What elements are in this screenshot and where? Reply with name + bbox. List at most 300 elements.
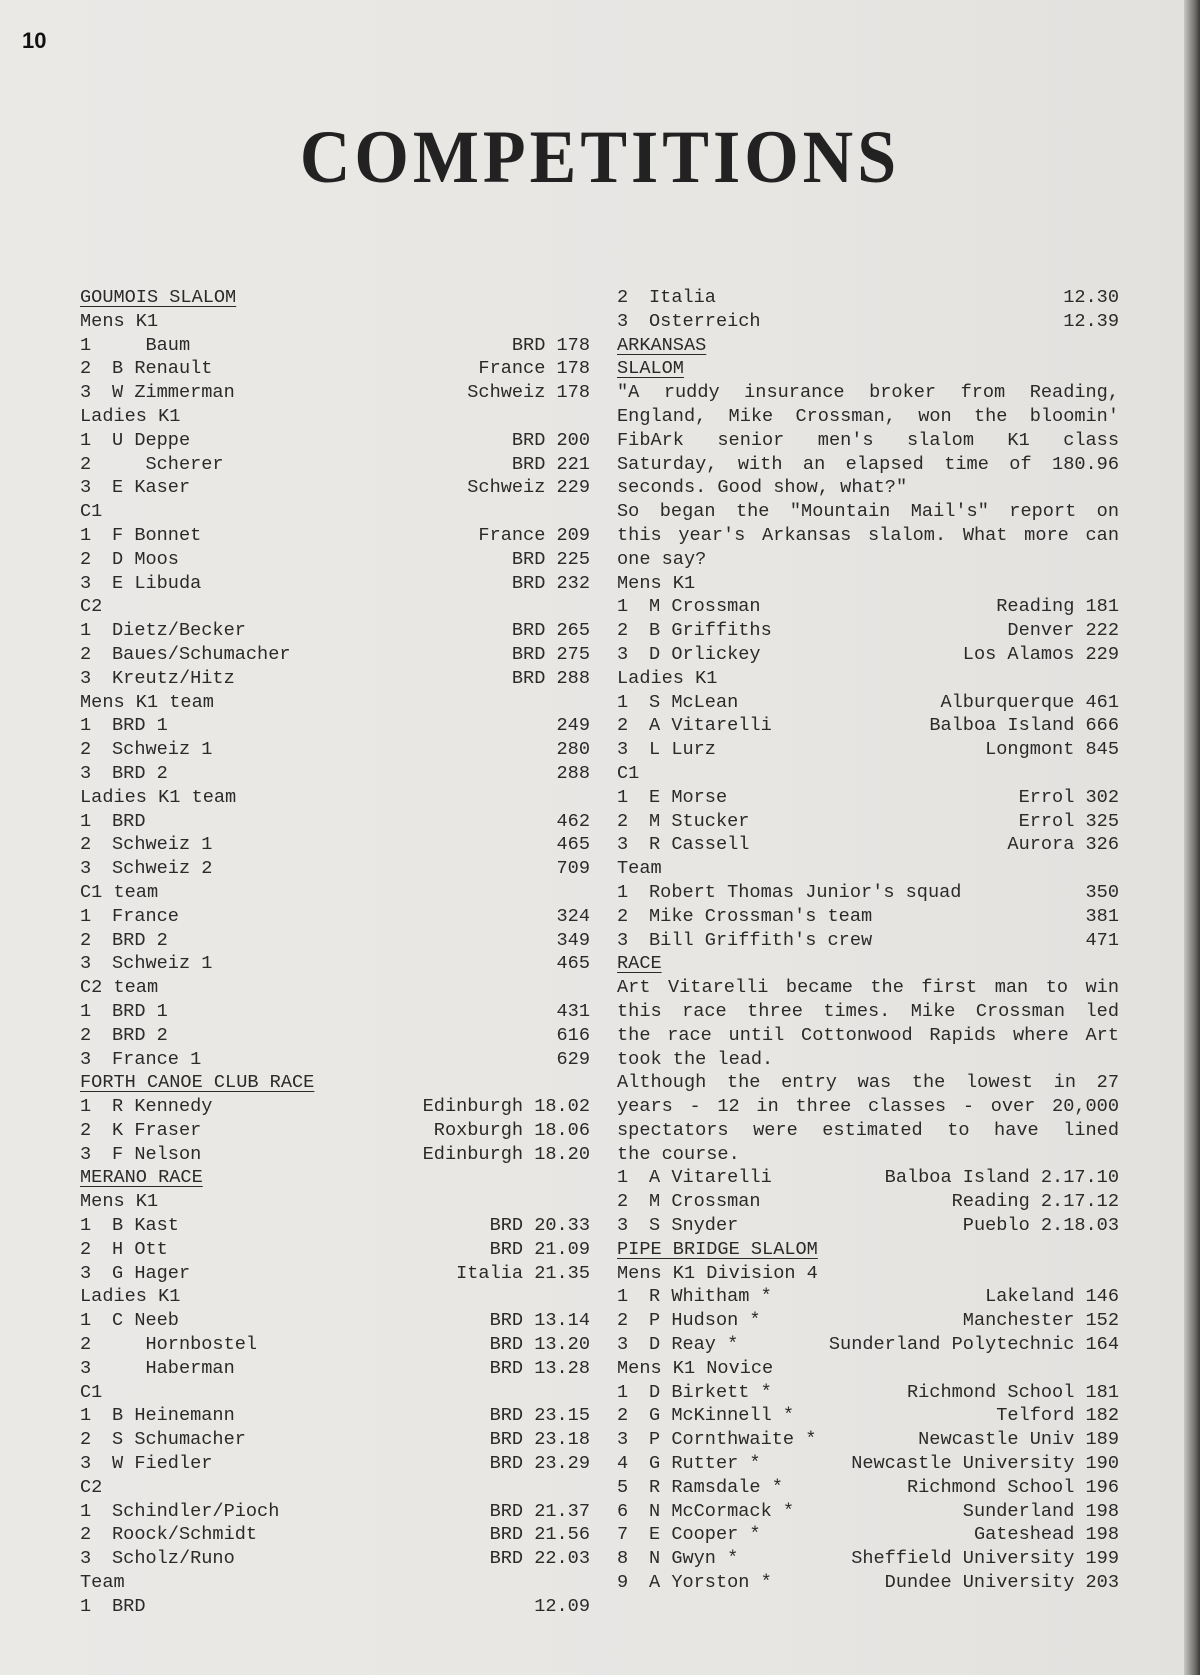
result-position: 2 bbox=[80, 1024, 92, 1046]
result-name: Schweiz 1 bbox=[112, 953, 213, 975]
result-value: Errol 302 bbox=[1018, 786, 1119, 808]
result-position: 2 bbox=[617, 1191, 629, 1213]
result-position: 2 bbox=[617, 1310, 629, 1332]
result-name: Baum bbox=[112, 334, 191, 356]
result-row bbox=[617, 1428, 1119, 1452]
result-value: 288 bbox=[556, 762, 590, 784]
result-row bbox=[617, 595, 1119, 619]
result-value: Sunderland Polytechnic 164 bbox=[828, 1334, 1119, 1356]
result-position: 3 bbox=[80, 1143, 92, 1165]
category-label: C2 bbox=[80, 596, 103, 618]
result-row bbox=[80, 1500, 590, 1524]
result-position: 2 bbox=[80, 739, 92, 761]
page-title: COMPETITIONS bbox=[299, 115, 901, 200]
result-position: 3 bbox=[617, 1334, 629, 1356]
result-value: Reading 2.17.12 bbox=[951, 1191, 1119, 1213]
result-position: 3 bbox=[617, 310, 629, 332]
result-position: 9 bbox=[617, 1572, 629, 1594]
result-row bbox=[80, 619, 590, 643]
result-name: R Whitham * bbox=[649, 1286, 772, 1308]
category-label: Mens K1 team bbox=[80, 691, 214, 713]
category-label: C1 team bbox=[80, 881, 159, 903]
result-row bbox=[80, 572, 590, 596]
paragraph-line: years - 12 in three classes - over 20,000 bbox=[617, 1096, 1119, 1118]
result-position: 3 bbox=[617, 1429, 629, 1451]
result-row bbox=[80, 905, 590, 929]
paragraph-line: seconds. Good show, what?" bbox=[617, 477, 908, 499]
result-position: 1 bbox=[80, 524, 92, 546]
result-row bbox=[617, 905, 1119, 929]
result-name: Schweiz 1 bbox=[112, 739, 213, 761]
result-row bbox=[80, 381, 590, 405]
result-name: Robert Thomas Junior's squad bbox=[649, 881, 962, 903]
result-name: B Renault bbox=[112, 358, 213, 380]
result-name: M Stucker bbox=[649, 810, 750, 832]
result-row bbox=[80, 738, 590, 762]
result-name: Osterreich bbox=[649, 310, 761, 332]
result-value: 12.30 bbox=[1063, 287, 1119, 308]
result-row bbox=[617, 1381, 1119, 1405]
result-row bbox=[80, 929, 590, 953]
result-row bbox=[80, 833, 590, 857]
result-value: Longmont 845 bbox=[985, 739, 1119, 761]
result-position: 1 bbox=[80, 1595, 92, 1617]
result-name: Schweiz 2 bbox=[112, 858, 213, 880]
result-row bbox=[80, 1143, 590, 1167]
section-heading: MERANO RACE bbox=[80, 1167, 203, 1189]
result-value: 616 bbox=[556, 1024, 590, 1046]
result-position: 1 bbox=[80, 715, 92, 737]
paragraph-line: So began the "Mountain Mail's" report on bbox=[617, 501, 1119, 523]
result-row bbox=[80, 1000, 590, 1024]
paragraph-line: one say? bbox=[617, 548, 707, 570]
result-position: 2 bbox=[80, 453, 92, 475]
result-name: M Crossman bbox=[649, 1191, 761, 1213]
result-row bbox=[617, 810, 1119, 834]
result-value: Dundee University 203 bbox=[884, 1572, 1119, 1594]
result-row bbox=[617, 929, 1119, 953]
result-row bbox=[80, 1357, 590, 1381]
result-name: Roock/Schmidt bbox=[112, 1524, 258, 1546]
result-name: Schindler/Pioch bbox=[112, 1500, 280, 1522]
result-value: Italia 21.35 bbox=[456, 1262, 590, 1284]
result-name: France 1 bbox=[112, 1048, 202, 1070]
paragraph-line: this race three times. Mike Crossman led bbox=[617, 1000, 1119, 1022]
result-position: 3 bbox=[80, 1357, 92, 1379]
result-name: Dietz/Becker bbox=[112, 620, 246, 642]
result-row bbox=[617, 1333, 1119, 1357]
category-label: Team bbox=[617, 858, 662, 880]
result-value: 12.09 bbox=[534, 1595, 590, 1617]
result-position: 4 bbox=[617, 1453, 629, 1475]
result-name: D Reay * bbox=[649, 1334, 739, 1356]
result-name: G Rutter * bbox=[649, 1453, 761, 1475]
result-value: 12.39 bbox=[1063, 310, 1119, 332]
result-row bbox=[80, 1048, 590, 1072]
result-position: 3 bbox=[617, 739, 629, 761]
paragraph bbox=[617, 1071, 1119, 1166]
section-heading: PIPE BRIDGE SLALOM bbox=[617, 1238, 818, 1260]
result-value: Schweiz 229 bbox=[467, 477, 590, 499]
result-value: BRD 265 bbox=[511, 620, 590, 642]
result-value: 280 bbox=[556, 739, 590, 761]
result-name: S Schumacher bbox=[112, 1429, 246, 1451]
result-value: BRD 232 bbox=[511, 572, 590, 594]
result-row bbox=[80, 453, 590, 477]
result-name: F Bonnet bbox=[112, 524, 202, 546]
result-name: B Griffiths bbox=[649, 620, 772, 642]
result-row bbox=[80, 810, 590, 834]
result-row bbox=[80, 357, 590, 381]
result-position: 3 bbox=[617, 643, 629, 665]
result-value: Telford 182 bbox=[996, 1405, 1119, 1427]
result-value: Edinburgh 18.20 bbox=[422, 1143, 590, 1165]
result-position: 1 bbox=[617, 1381, 629, 1403]
paragraph-line: England, Mike Crossman, won the bloomin' bbox=[617, 405, 1119, 427]
result-position: 3 bbox=[617, 1215, 629, 1237]
result-name: L Lurz bbox=[649, 739, 716, 761]
result-position: 3 bbox=[617, 929, 629, 951]
result-name: Bill Griffith's crew bbox=[649, 929, 873, 951]
result-position: 1 bbox=[617, 786, 629, 808]
result-value: 462 bbox=[556, 810, 590, 832]
result-position: 3 bbox=[80, 1048, 92, 1070]
result-position: 8 bbox=[617, 1548, 629, 1570]
result-position: 2 bbox=[617, 1405, 629, 1427]
result-name: C Neeb bbox=[112, 1310, 179, 1332]
result-position: 3 bbox=[80, 762, 92, 784]
result-value: Sheffield University 199 bbox=[851, 1548, 1119, 1570]
result-value: Manchester 152 bbox=[962, 1310, 1119, 1332]
result-row bbox=[617, 1214, 1119, 1238]
result-value: Sunderland 198 bbox=[962, 1500, 1119, 1522]
result-position: 2 bbox=[80, 929, 92, 951]
result-name: H Ott bbox=[112, 1238, 168, 1260]
result-value: BRD 13.20 bbox=[489, 1334, 590, 1356]
result-value: 465 bbox=[556, 953, 590, 975]
result-value: Reading 181 bbox=[996, 596, 1119, 618]
result-row bbox=[617, 738, 1119, 762]
paragraph-line: took the lead. bbox=[617, 1048, 774, 1070]
section-heading: SLALOM bbox=[617, 358, 684, 380]
result-row bbox=[617, 1547, 1119, 1571]
result-row bbox=[617, 1166, 1119, 1190]
result-value: 431 bbox=[556, 1000, 590, 1022]
result-row bbox=[617, 1190, 1119, 1214]
paragraph-line: spectators were estimated to have lined bbox=[617, 1119, 1119, 1141]
result-position: 3 bbox=[80, 1548, 92, 1570]
result-position: 2 bbox=[80, 643, 92, 665]
result-position: 2 bbox=[80, 358, 92, 380]
result-position: 1 bbox=[617, 1167, 629, 1189]
result-row bbox=[617, 1571, 1119, 1595]
result-value: Richmond School 196 bbox=[906, 1476, 1119, 1498]
result-row bbox=[617, 714, 1119, 738]
result-name: S McLean bbox=[649, 691, 739, 713]
result-name: BRD 2 bbox=[112, 762, 168, 784]
paragraph-line: "A ruddy insurance broker from Reading, bbox=[617, 382, 1119, 404]
result-row bbox=[80, 1024, 590, 1048]
result-name: Schweiz 1 bbox=[112, 834, 213, 856]
result-name: U Deppe bbox=[112, 429, 191, 451]
result-name: BRD 2 bbox=[112, 1024, 168, 1046]
result-row bbox=[80, 1428, 590, 1452]
result-value: Denver 222 bbox=[1007, 620, 1119, 642]
result-name: A Yorston * bbox=[649, 1572, 772, 1594]
result-row bbox=[80, 1214, 590, 1238]
result-position: 2 bbox=[80, 1238, 92, 1260]
result-name: R Kennedy bbox=[112, 1096, 213, 1118]
result-position: 1 bbox=[80, 1405, 92, 1427]
result-value: Richmond School 181 bbox=[906, 1381, 1119, 1403]
result-name: D Moos bbox=[112, 548, 179, 570]
result-value: BRD 20.33 bbox=[489, 1215, 590, 1237]
result-value: 471 bbox=[1085, 929, 1119, 951]
result-position: 1 bbox=[80, 429, 92, 451]
result-position: 2 bbox=[617, 810, 629, 832]
result-position: 1 bbox=[617, 1286, 629, 1308]
result-name: W Fiedler bbox=[112, 1453, 213, 1475]
result-name: G McKinnell * bbox=[649, 1405, 795, 1427]
result-value: BRD 13.14 bbox=[489, 1310, 590, 1332]
result-position: 3 bbox=[80, 382, 92, 404]
paragraph-line: Although the entry was the lowest in 27 bbox=[617, 1072, 1119, 1094]
category-label: Mens K1 Novice bbox=[617, 1357, 774, 1379]
result-value: France 178 bbox=[478, 358, 590, 380]
category-label: Mens K1 bbox=[80, 1191, 159, 1213]
result-position: 1 bbox=[80, 1215, 92, 1237]
result-position: 1 bbox=[80, 1500, 92, 1522]
category-label: C1 bbox=[80, 501, 103, 523]
result-value: 350 bbox=[1085, 881, 1119, 903]
category-label: Mens K1 Division 4 bbox=[617, 1262, 818, 1284]
result-name: Hornbostel bbox=[112, 1334, 258, 1356]
result-row bbox=[617, 643, 1119, 667]
result-value: Newcastle Univ 189 bbox=[918, 1429, 1119, 1451]
left-column bbox=[80, 286, 590, 1619]
result-value: Lakeland 146 bbox=[985, 1286, 1119, 1308]
result-row bbox=[617, 1309, 1119, 1333]
result-row bbox=[80, 1547, 590, 1571]
result-position: 1 bbox=[617, 691, 629, 713]
section-heading: GOUMOIS SLALOM bbox=[80, 287, 237, 308]
result-name: Scherer bbox=[112, 453, 224, 475]
paragraph-line: the course. bbox=[617, 1143, 740, 1165]
result-name: Haberman bbox=[112, 1357, 235, 1379]
result-name: N Gwyn * bbox=[649, 1548, 739, 1570]
result-name: P Hudson * bbox=[649, 1310, 761, 1332]
result-position: 2 bbox=[80, 834, 92, 856]
result-row bbox=[617, 691, 1119, 715]
result-position: 5 bbox=[617, 1476, 629, 1498]
result-name: BRD bbox=[112, 810, 146, 832]
result-row bbox=[80, 1119, 590, 1143]
result-value: Newcastle University 190 bbox=[851, 1453, 1119, 1475]
result-name: S Snyder bbox=[649, 1215, 739, 1237]
paragraph-line: FibArk senior men's slalom K1 class bbox=[617, 429, 1119, 451]
result-row bbox=[617, 1452, 1119, 1476]
result-position: 2 bbox=[617, 905, 629, 927]
result-position: 1 bbox=[617, 596, 629, 618]
category-label: Ladies K1 bbox=[80, 405, 181, 427]
result-position: 2 bbox=[80, 548, 92, 570]
result-row bbox=[617, 1285, 1119, 1309]
result-position: 1 bbox=[80, 810, 92, 832]
result-name: N McCormack * bbox=[649, 1500, 795, 1522]
result-name: A Vitarelli bbox=[649, 1167, 772, 1189]
paragraph-line: Art Vitarelli became the first man to win bbox=[617, 977, 1119, 999]
result-row bbox=[80, 1404, 590, 1428]
result-value: Roxburgh 18.06 bbox=[433, 1119, 590, 1141]
result-row bbox=[80, 1238, 590, 1262]
result-row bbox=[617, 1404, 1119, 1428]
paragraph bbox=[617, 381, 1119, 500]
result-value: BRD 225 bbox=[511, 548, 590, 570]
result-row bbox=[617, 1476, 1119, 1500]
result-value: Alburquerque 461 bbox=[940, 691, 1119, 713]
right-column bbox=[617, 286, 1119, 1595]
result-row bbox=[80, 1452, 590, 1476]
result-name: Scholz/Runo bbox=[112, 1548, 235, 1570]
result-value: Gateshead 198 bbox=[973, 1524, 1119, 1546]
result-value: Pueblo 2.18.03 bbox=[962, 1215, 1119, 1237]
result-row bbox=[80, 1595, 590, 1619]
category-label: C2 team bbox=[80, 977, 159, 999]
result-value: BRD 22.03 bbox=[489, 1548, 590, 1570]
result-position: 3 bbox=[80, 858, 92, 880]
result-position: 3 bbox=[80, 572, 92, 594]
result-row bbox=[80, 667, 590, 691]
result-row bbox=[617, 786, 1119, 810]
result-name: K Fraser bbox=[112, 1119, 202, 1141]
result-row bbox=[80, 1262, 590, 1286]
result-row bbox=[80, 1309, 590, 1333]
result-row bbox=[80, 476, 590, 500]
category-label: C2 bbox=[80, 1476, 103, 1498]
result-name: A Vitarelli bbox=[649, 715, 772, 737]
result-position: 1 bbox=[80, 1310, 92, 1332]
result-position: 1 bbox=[80, 1096, 92, 1118]
result-row bbox=[80, 1333, 590, 1357]
category-label: Ladies K1 bbox=[617, 667, 718, 689]
paragraph bbox=[617, 500, 1119, 571]
result-value: Balboa Island 666 bbox=[929, 715, 1119, 737]
result-value: 629 bbox=[556, 1048, 590, 1070]
result-name: BRD bbox=[112, 1595, 146, 1617]
result-position: 7 bbox=[617, 1524, 629, 1546]
result-row bbox=[617, 286, 1119, 310]
paragraph-line: this year's Arkansas slalom. What more can bbox=[617, 524, 1119, 546]
result-row bbox=[617, 1523, 1119, 1547]
result-position: 3 bbox=[80, 667, 92, 689]
result-row bbox=[617, 619, 1119, 643]
section-heading: ARKANSAS bbox=[617, 334, 707, 356]
result-position: 2 bbox=[80, 1334, 92, 1356]
category-label: Ladies K1 team bbox=[80, 786, 237, 808]
result-value: BRD 21.09 bbox=[489, 1238, 590, 1260]
paragraph-line: Saturday, with an elapsed time of 180.96 bbox=[617, 453, 1119, 475]
result-name: F Nelson bbox=[112, 1143, 202, 1165]
result-name: Italia bbox=[649, 287, 716, 308]
result-name: Kreutz/Hitz bbox=[112, 667, 235, 689]
result-name: Baues/Schumacher bbox=[112, 643, 291, 665]
result-name: Mike Crossman's team bbox=[649, 905, 873, 927]
binding-edge bbox=[1184, 0, 1200, 1675]
result-name: M Crossman bbox=[649, 596, 761, 618]
result-row bbox=[80, 762, 590, 786]
result-name: BRD 1 bbox=[112, 715, 168, 737]
result-value: 381 bbox=[1085, 905, 1119, 927]
result-name: R Cassell bbox=[649, 834, 750, 856]
result-value: BRD 288 bbox=[511, 667, 590, 689]
result-row bbox=[617, 310, 1119, 334]
result-position: 2 bbox=[617, 715, 629, 737]
result-position: 3 bbox=[617, 834, 629, 856]
result-value: BRD 13.28 bbox=[489, 1357, 590, 1379]
result-name: R Ramsdale * bbox=[649, 1476, 783, 1498]
result-value: BRD 23.29 bbox=[489, 1453, 590, 1475]
result-position: 1 bbox=[80, 905, 92, 927]
result-position: 2 bbox=[80, 1524, 92, 1546]
category-label: Mens K1 bbox=[617, 572, 696, 594]
result-name: E Libuda bbox=[112, 572, 202, 594]
result-name: P Cornthwaite * bbox=[649, 1429, 817, 1451]
result-name: France bbox=[112, 905, 179, 927]
result-row bbox=[80, 1523, 590, 1547]
result-name: E Kaser bbox=[112, 477, 191, 499]
result-row bbox=[617, 1500, 1119, 1524]
result-position: 2 bbox=[80, 1429, 92, 1451]
result-value: Aurora 326 bbox=[1007, 834, 1119, 856]
result-row bbox=[617, 833, 1119, 857]
result-position: 3 bbox=[80, 953, 92, 975]
result-row bbox=[80, 429, 590, 453]
result-name: D Birkett * bbox=[649, 1381, 772, 1403]
result-position: 1 bbox=[80, 620, 92, 642]
result-name: D Orlickey bbox=[649, 643, 761, 665]
result-value: 324 bbox=[556, 905, 590, 927]
category-label: Ladies K1 bbox=[80, 1286, 181, 1308]
result-name: BRD 2 bbox=[112, 929, 168, 951]
result-row bbox=[80, 643, 590, 667]
result-value: 349 bbox=[556, 929, 590, 951]
result-name: G Hager bbox=[112, 1262, 191, 1284]
paragraph-line: the race until Cottonwood Rapids where Art bbox=[617, 1024, 1119, 1046]
result-value: 709 bbox=[556, 858, 590, 880]
result-value: Los Alamos 229 bbox=[962, 643, 1119, 665]
result-row bbox=[80, 548, 590, 572]
section-heading: RACE bbox=[617, 953, 662, 975]
result-value: BRD 23.18 bbox=[489, 1429, 590, 1451]
category-label: Mens K1 bbox=[80, 310, 159, 332]
result-value: Balboa Island 2.17.10 bbox=[884, 1167, 1119, 1189]
result-value: BRD 23.15 bbox=[489, 1405, 590, 1427]
result-name: B Heinemann bbox=[112, 1405, 235, 1427]
result-position: 1 bbox=[617, 881, 629, 903]
category-label: C1 bbox=[80, 1381, 103, 1403]
result-value: BRD 21.37 bbox=[489, 1500, 590, 1522]
result-position: 1 bbox=[80, 1000, 92, 1022]
result-value: BRD 21.56 bbox=[489, 1524, 590, 1546]
result-value: Edinburgh 18.02 bbox=[422, 1096, 590, 1118]
result-name: W Zimmerman bbox=[112, 382, 235, 404]
result-position: 3 bbox=[80, 1453, 92, 1475]
result-row bbox=[80, 857, 590, 881]
result-position: 3 bbox=[80, 477, 92, 499]
result-name: E Morse bbox=[649, 786, 728, 808]
result-row bbox=[80, 334, 590, 358]
result-value: Schweiz 178 bbox=[467, 382, 590, 404]
